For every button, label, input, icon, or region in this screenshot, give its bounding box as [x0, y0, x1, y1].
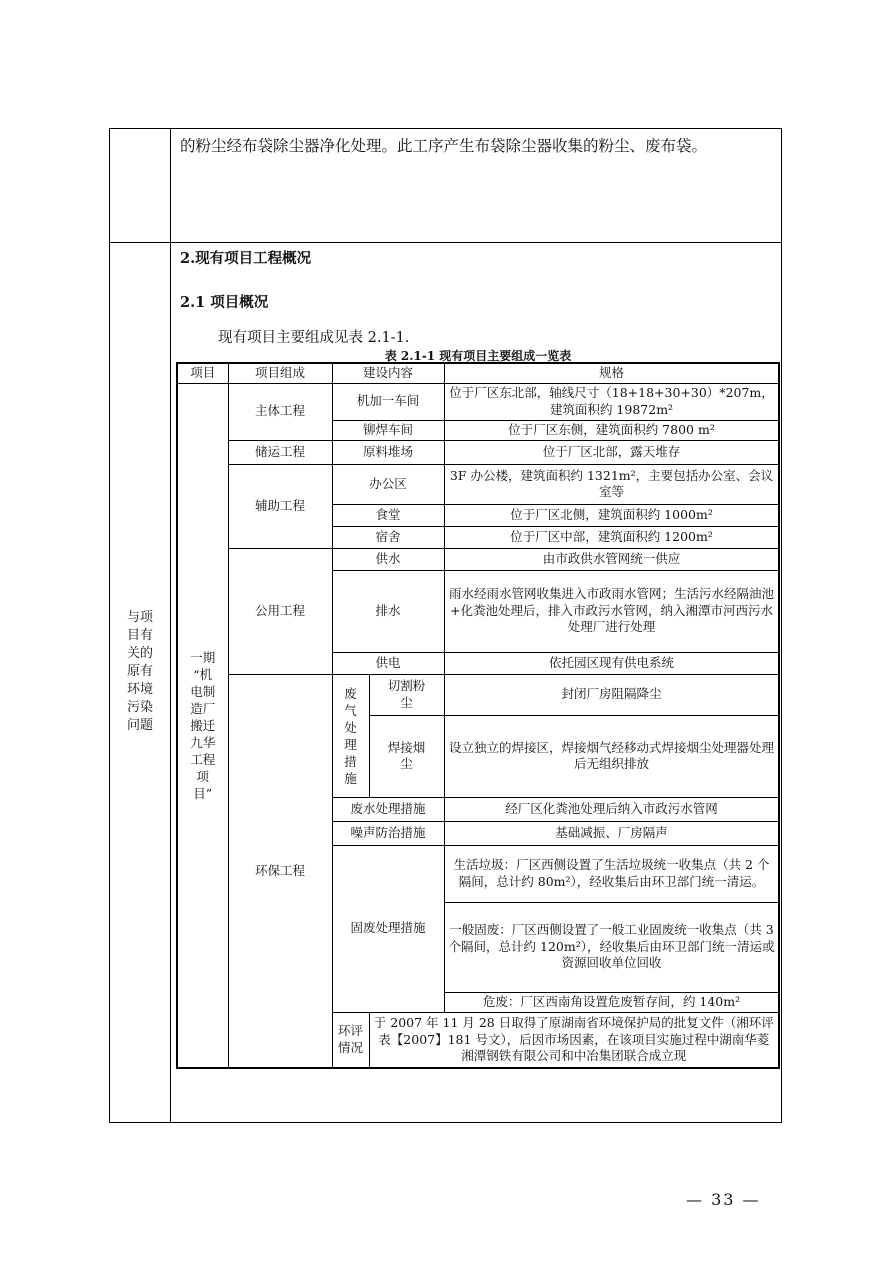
spec-cell: 设立独立的焊接区，焊接烟气经移动式焊接烟尘处理器处理后无组织排放 [444, 715, 779, 797]
table-row [177, 548, 779, 570]
composition-table [176, 362, 780, 1069]
table-row [177, 674, 779, 715]
waste-gas-cell: 废 气 处 理 措 施 [332, 674, 369, 797]
spec-cell: 基础减振、厂房隔声 [444, 821, 779, 845]
spec-cell: 危废：厂区西南角设置危废暂存间，约 140m² [444, 992, 779, 1012]
table-row [177, 440, 779, 464]
group-cell: 环评情况 [332, 1012, 369, 1068]
item-cell: 废水处理措施 [332, 797, 444, 821]
paragraph-dust: 的粉尘经布袋除尘器净化处理。此工序产生布袋除尘器收集的粉尘、废布袋。 [180, 137, 708, 155]
document-frame [109, 128, 782, 1123]
table-caption: 表 2.1-1 现有项目主要组成一览表 [384, 349, 572, 363]
item-cell: 切割粉 尘 [369, 674, 444, 715]
row-divider [110, 242, 781, 243]
spec-cell: 生活垃圾：厂区西侧设置了生活垃圾统一收集点（共 2 个隔间，总计约 80m²），经收集后由环卫部门统一清运。 [444, 845, 779, 902]
spec-cell: 位于厂区东侧，建筑面积约 7800 m² [444, 420, 779, 440]
spec-cell: 封闭厂房阻隔降尘 [444, 674, 779, 715]
section-label: 与项 目有 关的 原有 环境 污染 问题 [126, 610, 153, 733]
item-cell: 焊接烟 尘 [369, 715, 444, 797]
heading-project-summary: 2.1 项目概况 [180, 294, 269, 311]
page-number: — 33 — [686, 1190, 761, 1209]
item-cell: 噪声防治措施 [332, 821, 444, 845]
item-cell: 办公区 [332, 464, 444, 504]
table-header-row [177, 363, 779, 383]
spec-cell: 位于厂区北侧，建筑面积约 1000m² [444, 504, 779, 526]
item-cell: 固废处理措施 [332, 845, 444, 1012]
project-name-cell: 一期 “机 电制 造厂 搬迁 九华 工程 项 目” [177, 383, 228, 1068]
item-cell: 铆焊车间 [332, 420, 444, 440]
spec-cell: 位于厂区北部，露天堆存 [444, 440, 779, 464]
item-cell: 宿舍 [332, 526, 444, 548]
item-cell: 排水 [332, 570, 444, 652]
header-cell: 规格 [444, 363, 779, 383]
spec-cell: 由市政供水管网统一供应 [444, 548, 779, 570]
group-cell: 辅助工程 [228, 464, 332, 548]
item-cell: 供电 [332, 652, 444, 674]
item-cell: 食堂 [332, 504, 444, 526]
table-row [177, 383, 779, 420]
header-cell: 项目 [177, 363, 228, 383]
group-cell: 主体工程 [228, 383, 332, 440]
spec-cell: 一般固废：厂区西侧设置了一般工业固废统一收集点（共 3 个隔间，总计约 120m²），经收集后由环卫部门统一清运或资源回收单位回收 [444, 902, 779, 992]
spec-cell: 3F 办公楼，建筑面积约 1321m²，主要包括办公室、会议室等 [444, 464, 779, 504]
heading-project-overview: 2.现有项目工程概况 [180, 250, 312, 267]
item-cell: 供水 [332, 548, 444, 570]
spec-cell: 雨水经雨水管网收集进入市政雨水管网；生活污水经隔油池+化粪池处理后，排入市政污水管网，纳入湘潭市河西污水处理厂进行处理 [444, 570, 779, 652]
spec-cell: 位于厂区中部，建筑面积约 1200m² [444, 526, 779, 548]
spec-cell: 经厂区化粪池处理后纳入市政污水管网 [444, 797, 779, 821]
group-cell: 环保工程 [228, 674, 332, 1068]
header-cell: 建设内容 [332, 363, 444, 383]
spec-cell: 依托园区现有供电系统 [444, 652, 779, 674]
group-cell: 储运工程 [228, 440, 332, 464]
group-cell: 公用工程 [228, 548, 332, 674]
table-row [177, 464, 779, 504]
intro-text: 现有项目主要组成见表 2.1-1. [218, 330, 410, 346]
item-cell: 机加一车间 [332, 383, 444, 420]
spec-cell: 位于厂区东北部，轴线尺寸（18+18+30+30）*207m，建筑面积约 19872m² [444, 383, 779, 420]
column-divider [170, 129, 171, 1122]
spec-cell: 于 2007 年 11 月 28 日取得了原湖南省环境保护局的批复文件（湘环评表【2007】181 号文），后因市场因素，在该项目实施过程中湖南华菱湘潭钢铁有限公司和中冶集团联合成立现 [369, 1012, 779, 1068]
header-cell: 项目组成 [228, 363, 332, 383]
item-cell: 原料堆场 [332, 440, 444, 464]
